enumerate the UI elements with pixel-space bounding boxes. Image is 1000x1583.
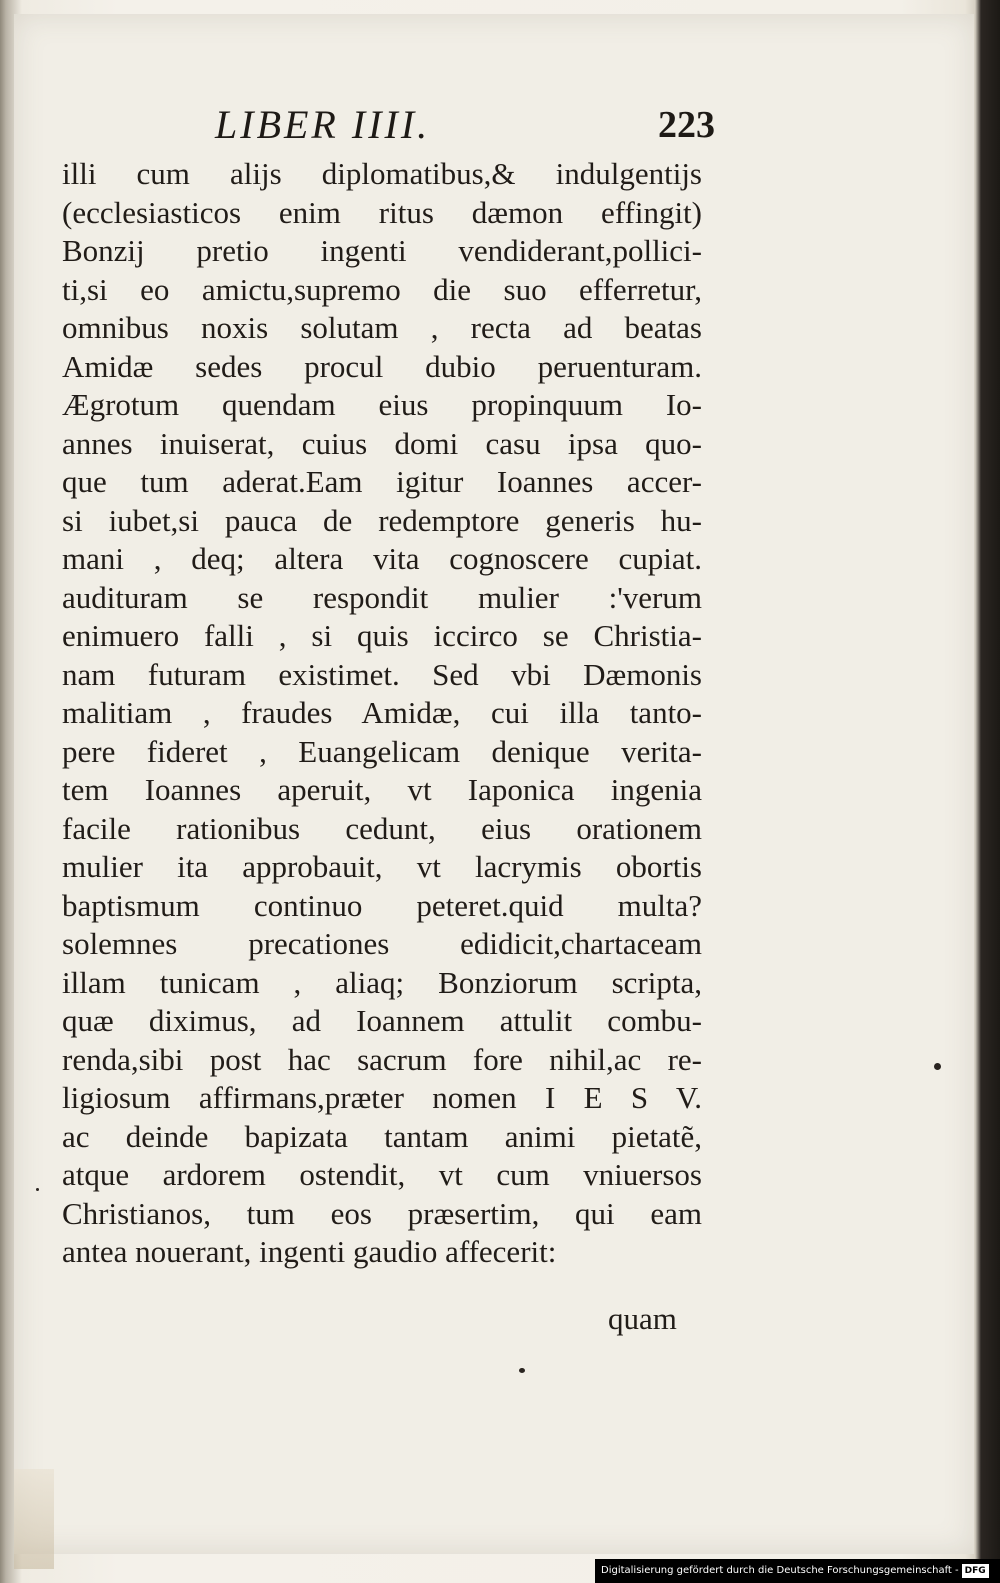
- text-line: que tum aderat.Eam igitur Ioannes accer-: [62, 464, 702, 499]
- text-line: mulier ita approbauit, vt lacrymis obortis: [62, 849, 702, 884]
- text-line: antea nouerant, ingenti gaudio affecerit:: [62, 1234, 557, 1269]
- text-line: ti,si eo amictu,supremo die suo efferretur,: [62, 271, 702, 307]
- text-line: nam futuram existimet. Sed vbi Dæmonis: [62, 656, 702, 692]
- text-line: si iubet,si pauca de redemptore generis hu-: [62, 502, 702, 538]
- text-line: enimuero falli , si quis iccirco se Christia-: [62, 618, 702, 653]
- text-line: solemnes precationes edidicit,chartaceam: [62, 926, 702, 961]
- text-line: illam tunicam , aliaq; Bonziorum scripta,: [62, 964, 702, 1000]
- text-line: Ægrotum quendam eius propinquum Io-: [62, 387, 702, 422]
- text-line: (ecclesiasticos enim ritus dæmon effingit): [62, 194, 702, 230]
- dfg-logo: DFG: [962, 1564, 989, 1578]
- text-line: audituram se respondit mulier :'verum: [62, 579, 702, 615]
- text-line: tem Ioannes aperuit, vt Iaponica ingenia: [62, 772, 702, 807]
- text-line: atque ardorem ostendit, vt cum vniuersos: [62, 1157, 702, 1192]
- page-number: 223: [658, 104, 715, 146]
- text-line: annes inuiserat, cuius domi casu ipsa quo-: [62, 425, 702, 461]
- text-line: renda,sibi post hac sacrum fore nihil,ac re-: [62, 1041, 702, 1077]
- ink-speck: [36, 1188, 39, 1191]
- ink-speck: [934, 1063, 941, 1070]
- text-line: illi cum alijs diplomatibus,& indulgentijs: [62, 156, 702, 191]
- page-header: [215, 100, 715, 150]
- text-line: baptismum continuo peteret.quid multa?: [62, 887, 702, 923]
- catchword: quam: [608, 1301, 677, 1336]
- ink-speck: [519, 1368, 525, 1373]
- text-line: ligiosum affirmans,præter nomen I E S V.: [62, 1080, 702, 1115]
- text-line: Amidæ sedes procul dubio peruenturam.: [62, 348, 702, 384]
- body-text: [62, 155, 702, 1272]
- running-title: LIBER IIII.: [215, 102, 431, 147]
- text-line: Christianos, tum eos præsertim, qui eam: [62, 1195, 702, 1231]
- text-line: omnibus noxis solutam , recta ad beatas: [62, 310, 702, 345]
- page-fold: [14, 1469, 54, 1569]
- footer-text: Digitalisierung gefördert durch die Deutsche Forschungsgemeinschaft -: [601, 1565, 959, 1576]
- text-line: facile rationibus cedunt, eius orationem: [62, 810, 702, 846]
- text-line: ac deinde bapizata tantam animi pietatẽ,: [62, 1118, 702, 1154]
- text-line: pere fideret , Euangelicam denique verita-: [62, 733, 702, 769]
- text-line: mani , deq; altera vita cognoscere cupiat.: [62, 541, 702, 576]
- text-line: Bonzij pretio ingenti vendiderant,pollici-: [62, 233, 702, 268]
- digitization-footer: [595, 1559, 1000, 1583]
- text-line: malitiam , fraudes Amidæ, cui illa tanto-: [62, 695, 702, 730]
- text-line: quæ diximus, ad Ioannem attulit combu-: [62, 1003, 702, 1038]
